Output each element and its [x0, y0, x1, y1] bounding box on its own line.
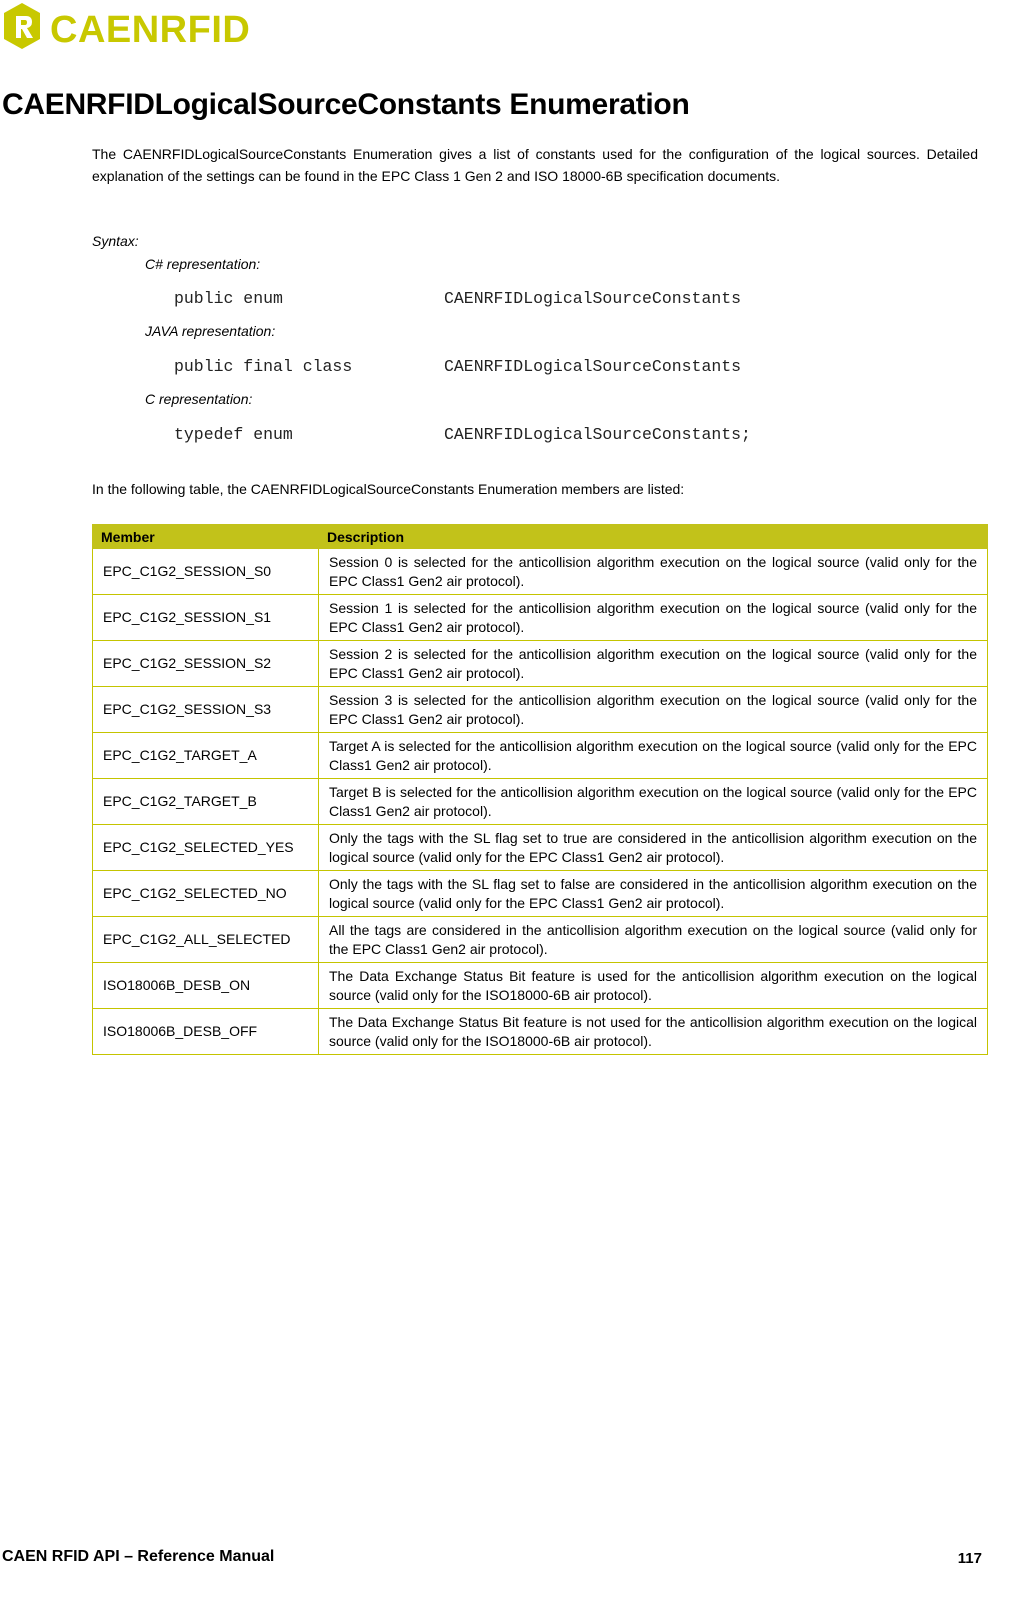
description-cell: All the tags are considered in the anticollision algorithm execution on the logical source (valid only for the EPC Class1 Gen2 air protocol). [319, 917, 988, 963]
table-row [93, 825, 988, 871]
member-cell: EPC_C1G2_SESSION_S0 [93, 549, 319, 595]
c-representation-label: C representation: [145, 391, 253, 407]
member-cell: ISO18006B_DESB_ON [93, 963, 319, 1009]
c-keyword: typedef enum [174, 425, 293, 444]
table-row [93, 733, 988, 779]
description-cell: The Data Exchange Status Bit feature is not used for the anticollision algorithm execution on the logical source (valid only for the ISO18000-6B air protocol). [319, 1009, 988, 1055]
description-cell: Only the tags with the SL flag set to true are considered in the anticollision algorithm execution on the logical source (valid only for the EPC Class1 Gen2 air protocol). [319, 825, 988, 871]
table-row [93, 595, 988, 641]
table-row [93, 549, 988, 595]
table-row [93, 963, 988, 1009]
member-cell: EPC_C1G2_SESSION_S3 [93, 687, 319, 733]
description-cell: Only the tags with the SL flag set to false are considered in the anticollision algorithm execution on the logical source (valid only for the EPC Class1 Gen2 air protocol). [319, 871, 988, 917]
table-row [93, 871, 988, 917]
table-row [93, 641, 988, 687]
member-cell: EPC_C1G2_ALL_SELECTED [93, 917, 319, 963]
footer-page-number: 117 [957, 1550, 982, 1567]
table-row [93, 1009, 988, 1055]
member-cell: EPC_C1G2_TARGET_A [93, 733, 319, 779]
svg-text:CAENRFID: CAENRFID [50, 9, 251, 51]
description-cell: Session 2 is selected for the anticollision algorithm execution on the logical source (valid only for the EPC Class1 Gen2 air protocol). [319, 641, 988, 687]
java-type-name: CAENRFIDLogicalSourceConstants [444, 357, 742, 376]
header-description: Description [319, 525, 988, 549]
java-keyword: public final class [174, 357, 353, 376]
member-cell: EPC_C1G2_SELECTED_YES [93, 825, 319, 871]
description-cell: Target A is selected for the anticollision algorithm execution on the logical source (valid only for the EPC Class1 Gen2 air protocol). [319, 733, 988, 779]
csharp-representation-label: C# representation: [145, 256, 261, 272]
csharp-code-line [174, 289, 741, 308]
table-intro-text: In the following table, the CAENRFIDLogicalSourceConstants Enumeration members are listed: [92, 481, 685, 497]
table-row [93, 687, 988, 733]
member-cell: EPC_C1G2_TARGET_B [93, 779, 319, 825]
member-cell: EPC_C1G2_SELECTED_NO [93, 871, 319, 917]
members-table [92, 524, 988, 1055]
intro-paragraph: The CAENRFIDLogicalSourceConstants Enumeration gives a list of constants used for the configuration of the logical sources. Detailed explanation of the settings can be found in the EPC Class 1 Gen 2 and ISO 18000-6B specification documents. [92, 146, 978, 184]
header-member: Member [93, 525, 319, 549]
csharp-keyword: public enum [174, 289, 283, 308]
member-cell: ISO18006B_DESB_OFF [93, 1009, 319, 1055]
c-code-line [174, 425, 751, 444]
table-header-row [93, 525, 988, 549]
syntax-label: Syntax: [92, 233, 139, 249]
csharp-type-name: CAENRFIDLogicalSourceConstants [444, 289, 742, 308]
member-cell: EPC_C1G2_SESSION_S2 [93, 641, 319, 687]
table-row [93, 779, 988, 825]
description-cell: Session 1 is selected for the anticollision algorithm execution on the logical source (valid only for the EPC Class1 Gen2 air protocol). [319, 595, 988, 641]
page-title: CAENRFIDLogicalSourceConstants Enumeration [2, 88, 690, 121]
caenrfid-logo [0, 0, 280, 56]
footer-manual-title: CAEN RFID API – Reference Manual [2, 1548, 275, 1565]
java-code-line [174, 357, 741, 376]
description-cell: Target B is selected for the anticollision algorithm execution on the logical source (valid only for the EPC Class1 Gen2 air protocol). [319, 779, 988, 825]
description-cell: Session 3 is selected for the anticollision algorithm execution on the logical source (valid only for the EPC Class1 Gen2 air protocol). [319, 687, 988, 733]
description-cell: The Data Exchange Status Bit feature is used for the anticollision algorithm execution on the logical source (valid only for the ISO18000-6B air protocol). [319, 963, 988, 1009]
member-cell: EPC_C1G2_SESSION_S1 [93, 595, 319, 641]
c-type-name: CAENRFIDLogicalSourceConstants; [444, 425, 751, 444]
description-cell: Session 0 is selected for the anticollision algorithm execution on the logical source (valid only for the EPC Class1 Gen2 air protocol). [319, 549, 988, 595]
table-row [93, 917, 988, 963]
java-representation-label: JAVA representation: [145, 323, 276, 339]
